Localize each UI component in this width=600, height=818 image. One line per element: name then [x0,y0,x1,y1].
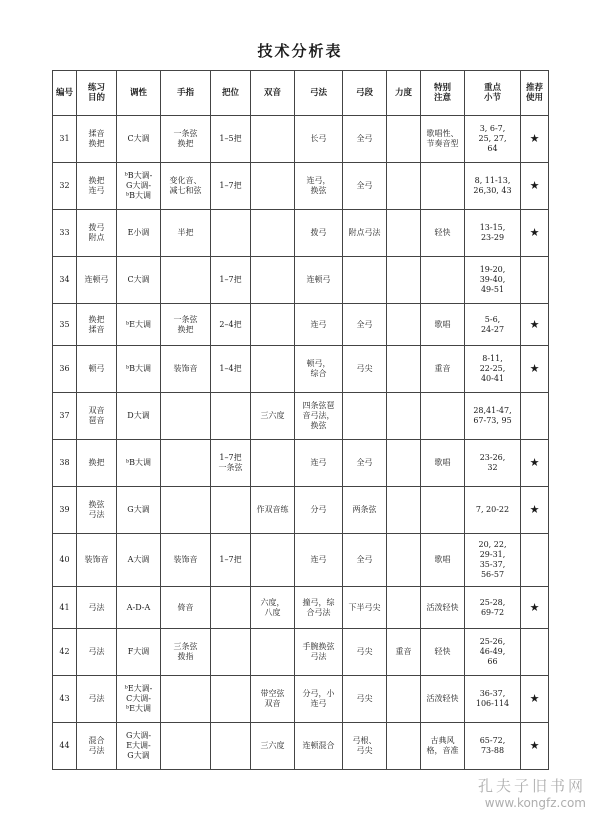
cell-double-stops [251,210,295,257]
cell-bowing: 顿弓， 综合 [295,346,343,393]
cell-key-measures: 19-20, 39-40, 49-51 [465,257,521,304]
cell-position: 1–7把 [211,257,251,304]
cell-key-measures: 28,41-47, 67-73, 95 [465,393,521,440]
cell-recommended [521,393,549,440]
cell-key-measures: 20, 22, 29-31, 35-37, 56-57 [465,534,521,587]
table-row [53,487,549,534]
cell-fingering: 倚音 [161,587,211,629]
cell-purpose: 换把 [77,440,117,487]
header-special-notes: 特别 注意 [421,71,465,116]
cell-purpose: 弓法 [77,587,117,629]
cell-number: 44 [53,723,77,770]
cell-position: 2–4把 [211,304,251,346]
cell-purpose: 混合 弓法 [77,723,117,770]
cell-recommended: ★ [521,163,549,210]
cell-purpose: 弓法 [77,676,117,723]
cell-bowing: 分弓，小 连弓 [295,676,343,723]
table-row [53,346,549,393]
cell-purpose: 连顿弓 [77,257,117,304]
cell-position [211,393,251,440]
cell-number: 43 [53,676,77,723]
cell-key-measures: 3, 6-7, 25, 27, 64 [465,116,521,163]
cell-purpose: 揉音 换把 [77,116,117,163]
cell-key: A大调 [117,534,161,587]
cell-bow-section [343,257,387,304]
cell-double-stops: 作双音练 [251,487,295,534]
cell-position: 1–4把 [211,346,251,393]
header-position: 把位 [211,71,251,116]
cell-bowing: 分弓 [295,487,343,534]
cell-dynamics [387,487,421,534]
cell-purpose: 顿弓 [77,346,117,393]
cell-dynamics [387,210,421,257]
watermark [478,775,586,810]
cell-number: 33 [53,210,77,257]
cell-position: 1–7把 一条弦 [211,440,251,487]
cell-special-notes: 古典风 格，音准 [421,723,465,770]
cell-key-measures: 8, 11-13, 26,30, 43 [465,163,521,210]
cell-key: A-D-A [117,587,161,629]
table-row [53,534,549,587]
cell-key-measures: 25-28, 69-72 [465,587,521,629]
cell-key-measures: 7, 20-22 [465,487,521,534]
cell-number: 37 [53,393,77,440]
cell-key: C大调 [117,116,161,163]
cell-double-stops [251,116,295,163]
cell-bow-section: 弓尖 [343,676,387,723]
cell-fingering [161,487,211,534]
cell-bow-section: 全弓 [343,116,387,163]
cell-position [211,487,251,534]
cell-number: 31 [53,116,77,163]
cell-fingering [161,393,211,440]
cell-dynamics [387,304,421,346]
cell-bow-section: 两条弦 [343,487,387,534]
cell-position [211,587,251,629]
cell-recommended: ★ [521,723,549,770]
cell-fingering: 一条弦 换把 [161,304,211,346]
cell-dynamics [387,440,421,487]
header-dynamics: 力度 [387,71,421,116]
cell-key: D大调 [117,393,161,440]
cell-double-stops: 三六度 [251,723,295,770]
cell-key: G大调 [117,487,161,534]
cell-recommended [521,534,549,587]
cell-special-notes: 歌唱 [421,304,465,346]
cell-recommended: ★ [521,210,549,257]
cell-key-measures: 25-26, 46-49, 66 [465,629,521,676]
cell-dynamics: 重音 [387,629,421,676]
cell-number: 42 [53,629,77,676]
cell-fingering [161,723,211,770]
header-double-stops: 双音 [251,71,295,116]
cell-bow-section: 下半弓尖 [343,587,387,629]
cell-special-notes: 活泼轻快 [421,676,465,723]
cell-recommended [521,257,549,304]
cell-bowing: 拨弓 [295,210,343,257]
cell-number: 40 [53,534,77,587]
cell-double-stops [251,346,295,393]
header-bowing: 弓法 [295,71,343,116]
cell-purpose: 换把 连弓 [77,163,117,210]
cell-position [211,629,251,676]
cell-recommended: ★ [521,304,549,346]
cell-position [211,723,251,770]
header-number: 编号 [53,71,77,116]
cell-key: ᵇB大调 [117,346,161,393]
cell-dynamics [387,393,421,440]
cell-key-measures: 36-37, 106-114 [465,676,521,723]
table-row [53,210,549,257]
cell-bowing: 长弓 [295,116,343,163]
cell-dynamics [387,587,421,629]
table-row [53,116,549,163]
cell-dynamics [387,163,421,210]
cell-fingering: 装饰音 [161,346,211,393]
cell-double-stops [251,629,295,676]
cell-key: ᵇE大调- C大调- ᵇE大调 [117,676,161,723]
cell-dynamics [387,257,421,304]
cell-bowing: 连弓， 换弦 [295,163,343,210]
cell-bow-section: 弓尖 [343,346,387,393]
cell-bowing: 连弓 [295,440,343,487]
cell-special-notes [421,163,465,210]
header-recommended: 推荐 使用 [521,71,549,116]
cell-double-stops: 带空弦 双音 [251,676,295,723]
cell-recommended: ★ [521,116,549,163]
table-row [53,440,549,487]
table-row [53,723,549,770]
header-purpose: 练习 目的 [77,71,117,116]
cell-fingering [161,257,211,304]
cell-key: F大调 [117,629,161,676]
cell-purpose: 换弦 弓法 [77,487,117,534]
header-fingering: 手指 [161,71,211,116]
cell-fingering: 一条弦 换把 [161,116,211,163]
cell-bow-section: 弓根、 弓尖 [343,723,387,770]
cell-key: E小调 [117,210,161,257]
cell-dynamics [387,534,421,587]
cell-fingering: 装饰音 [161,534,211,587]
cell-bow-section: 全弓 [343,163,387,210]
cell-double-stops [251,304,295,346]
cell-special-notes [421,257,465,304]
cell-number: 39 [53,487,77,534]
cell-position: 1–7把 [211,534,251,587]
cell-key: ᵇB大调 [117,440,161,487]
cell-bow-section [343,393,387,440]
header-bow-section: 弓段 [343,71,387,116]
cell-key-measures: 5-6, 24-27 [465,304,521,346]
cell-special-notes: 轻快 [421,210,465,257]
cell-bowing: 手腕换弦 弓法 [295,629,343,676]
cell-key-measures: 8-11, 22-25, 40-41 [465,346,521,393]
cell-fingering: 三条弦 拨指 [161,629,211,676]
cell-number: 38 [53,440,77,487]
cell-special-notes: 轻快 [421,629,465,676]
cell-dynamics [387,723,421,770]
header-key-measures: 重点 小节 [465,71,521,116]
cell-dynamics [387,346,421,393]
watermark-url: www.kongfz.com [484,796,586,810]
cell-special-notes: 歌唱 [421,440,465,487]
cell-double-stops: 三六度 [251,393,295,440]
cell-key-measures: 13-15, 23-29 [465,210,521,257]
cell-purpose: 拨弓 附点 [77,210,117,257]
table-row [53,163,549,210]
cell-special-notes: 重音 [421,346,465,393]
cell-double-stops [251,440,295,487]
cell-number: 41 [53,587,77,629]
table-row [53,676,549,723]
cell-double-stops: 六度， 八度 [251,587,295,629]
cell-number: 34 [53,257,77,304]
cell-bow-section: 全弓 [343,534,387,587]
cell-position [211,210,251,257]
cell-double-stops [251,534,295,587]
cell-bowing: 连顿混合 [295,723,343,770]
cell-special-notes: 活泼轻快 [421,587,465,629]
cell-bowing: 连弓 [295,304,343,346]
cell-purpose: 装饰音 [77,534,117,587]
cell-bowing: 撞弓，综 合弓法 [295,587,343,629]
cell-bowing: 连顿弓 [295,257,343,304]
cell-key: ᵇB大调- G大调- ᵇB大调 [117,163,161,210]
cell-key: G大调- E大调- G大调 [117,723,161,770]
cell-bowing: 连弓 [295,534,343,587]
cell-number: 32 [53,163,77,210]
cell-key-measures: 65-72, 73-88 [465,723,521,770]
table-row [53,587,549,629]
cell-key: ᵇE大调 [117,304,161,346]
cell-fingering [161,676,211,723]
cell-purpose: 弓法 [77,629,117,676]
cell-special-notes: 歌唱 [421,534,465,587]
cell-fingering: 半把 [161,210,211,257]
cell-recommended [521,629,549,676]
cell-bow-section: 全弓 [343,304,387,346]
cell-purpose: 换把 揉音 [77,304,117,346]
cell-recommended: ★ [521,587,549,629]
cell-position: 1–7把 [211,163,251,210]
cell-position [211,676,251,723]
table-row [53,393,549,440]
cell-key: C大调 [117,257,161,304]
cell-bow-section: 弓尖 [343,629,387,676]
table-row [53,629,549,676]
cell-bow-section: 全弓 [343,440,387,487]
cell-bowing: 四条弦琶 音弓法， 换弦 [295,393,343,440]
cell-purpose: 双音 琶音 [77,393,117,440]
cell-special-notes: 歌唱性、 节奏音型 [421,116,465,163]
cell-fingering [161,440,211,487]
header-key: 调性 [117,71,161,116]
cell-recommended: ★ [521,346,549,393]
cell-recommended: ★ [521,487,549,534]
cell-dynamics [387,116,421,163]
cell-dynamics [387,676,421,723]
cell-double-stops [251,163,295,210]
watermark-text: 孔夫子旧书网 [477,777,586,795]
cell-special-notes [421,393,465,440]
table-row [53,304,549,346]
cell-special-notes [421,487,465,534]
cell-bow-section: 附点弓法 [343,210,387,257]
cell-key-measures: 23-26, 32 [465,440,521,487]
cell-fingering: 变化音、 减七和弦 [161,163,211,210]
cell-number: 35 [53,304,77,346]
technique-analysis-table [52,70,549,770]
cell-double-stops [251,257,295,304]
table-row [53,257,549,304]
cell-recommended: ★ [521,676,549,723]
cell-number: 36 [53,346,77,393]
cell-recommended: ★ [521,440,549,487]
table-header-row [53,71,549,116]
cell-position: 1–5把 [211,116,251,163]
page-title: 技术分析表 [257,42,343,60]
